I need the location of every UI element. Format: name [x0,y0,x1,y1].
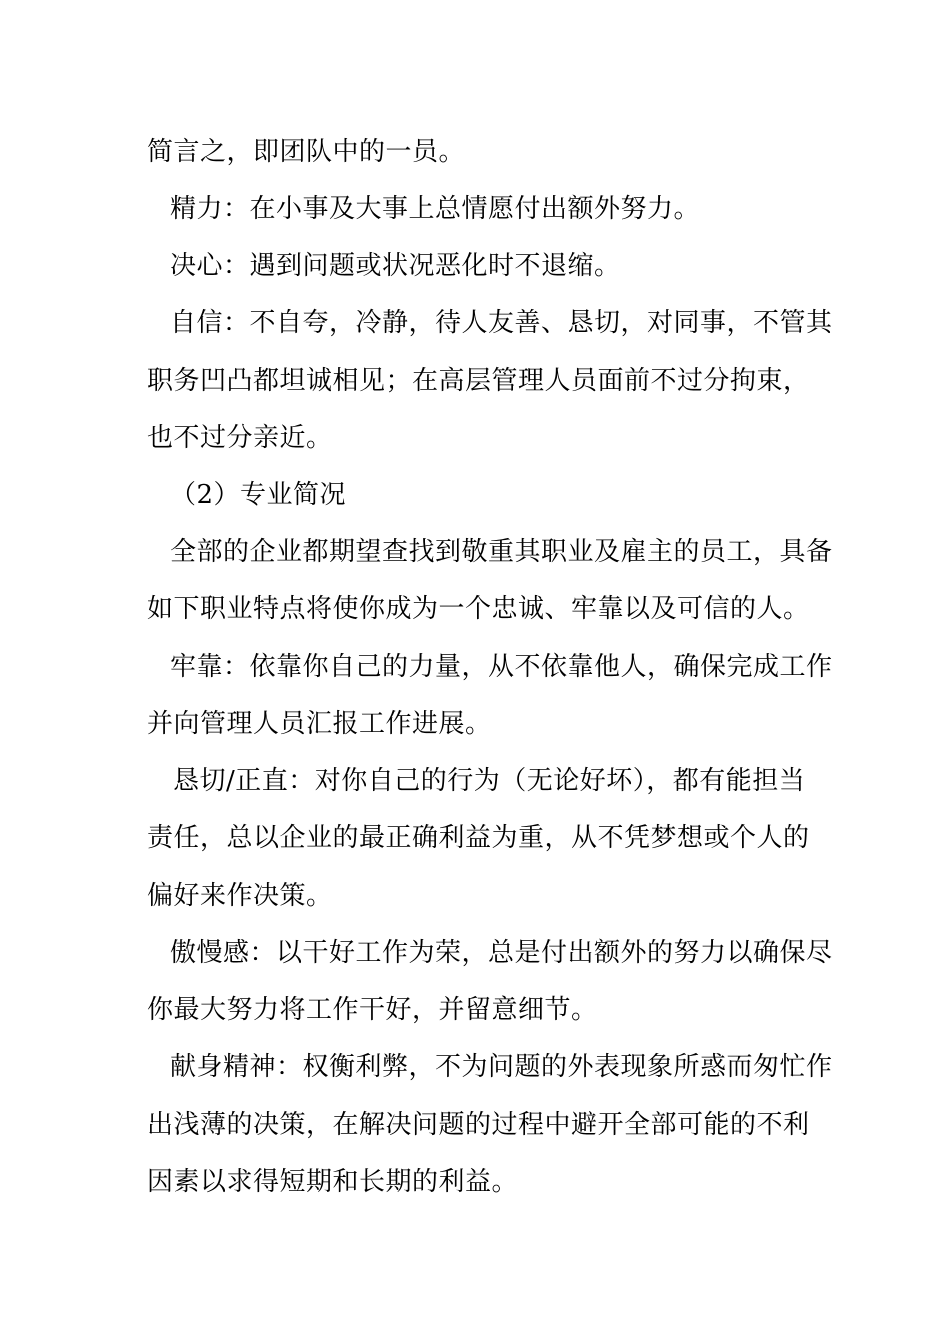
paragraph-integrity: 恳切/正直：对你自己的行为（无论好坏），都有能担当 [173,766,806,796]
text-line: 简言之，即团队中的一员。 [147,137,466,167]
paragraph-intro: 全部的企业都期望查找到敬重其职业及雇主的员工，具备 [170,537,833,567]
text-line: 偏好来作决策。 [147,881,333,911]
text-line: 职务凹凸都坦诚相见；在高层管理人员面前不过分拘束， [147,366,810,396]
text-line: 也不过分亲近。 [147,423,333,453]
text-line: 你最大努力将工作干好，并留意细节。 [147,995,598,1025]
text-line: 并向管理人员汇报工作进展。 [147,709,492,739]
text-line: 出浅薄的决策，在解决问题的过程中避开全部可能的不利 [147,1110,810,1140]
text-line: 如下职业特点将使你成为一个忠诚、牢靠以及可信的人。 [147,594,810,624]
paragraph-dedication: 献身精神：权衡利弊，不为问题的外表现象所惑而匆忙作 [170,1052,833,1082]
paragraph-confidence: 自信：不自夸，冷静，待人友善、恳切，对同事，不管其 [170,308,833,338]
text-line: 责任，总以企业的最正确利益为重，从不凭梦想或个人的 [147,823,810,853]
paragraph-reliability: 牢靠：依靠你自己的力量，从不依靠他人，确保完成工作 [170,652,833,682]
paragraph-determination: 决心：遇到问题或状况恶化时不退缩。 [170,251,621,281]
text-line: 因素以求得短期和长期的利益。 [147,1167,519,1197]
section-heading: （2）专业简况 [170,480,347,510]
paragraph-energy: 精力：在小事及大事上总情愿付出额外努力。 [170,194,701,224]
paragraph-pride: 傲慢感：以干好工作为荣，总是付出额外的努力以确保尽 [170,938,833,968]
